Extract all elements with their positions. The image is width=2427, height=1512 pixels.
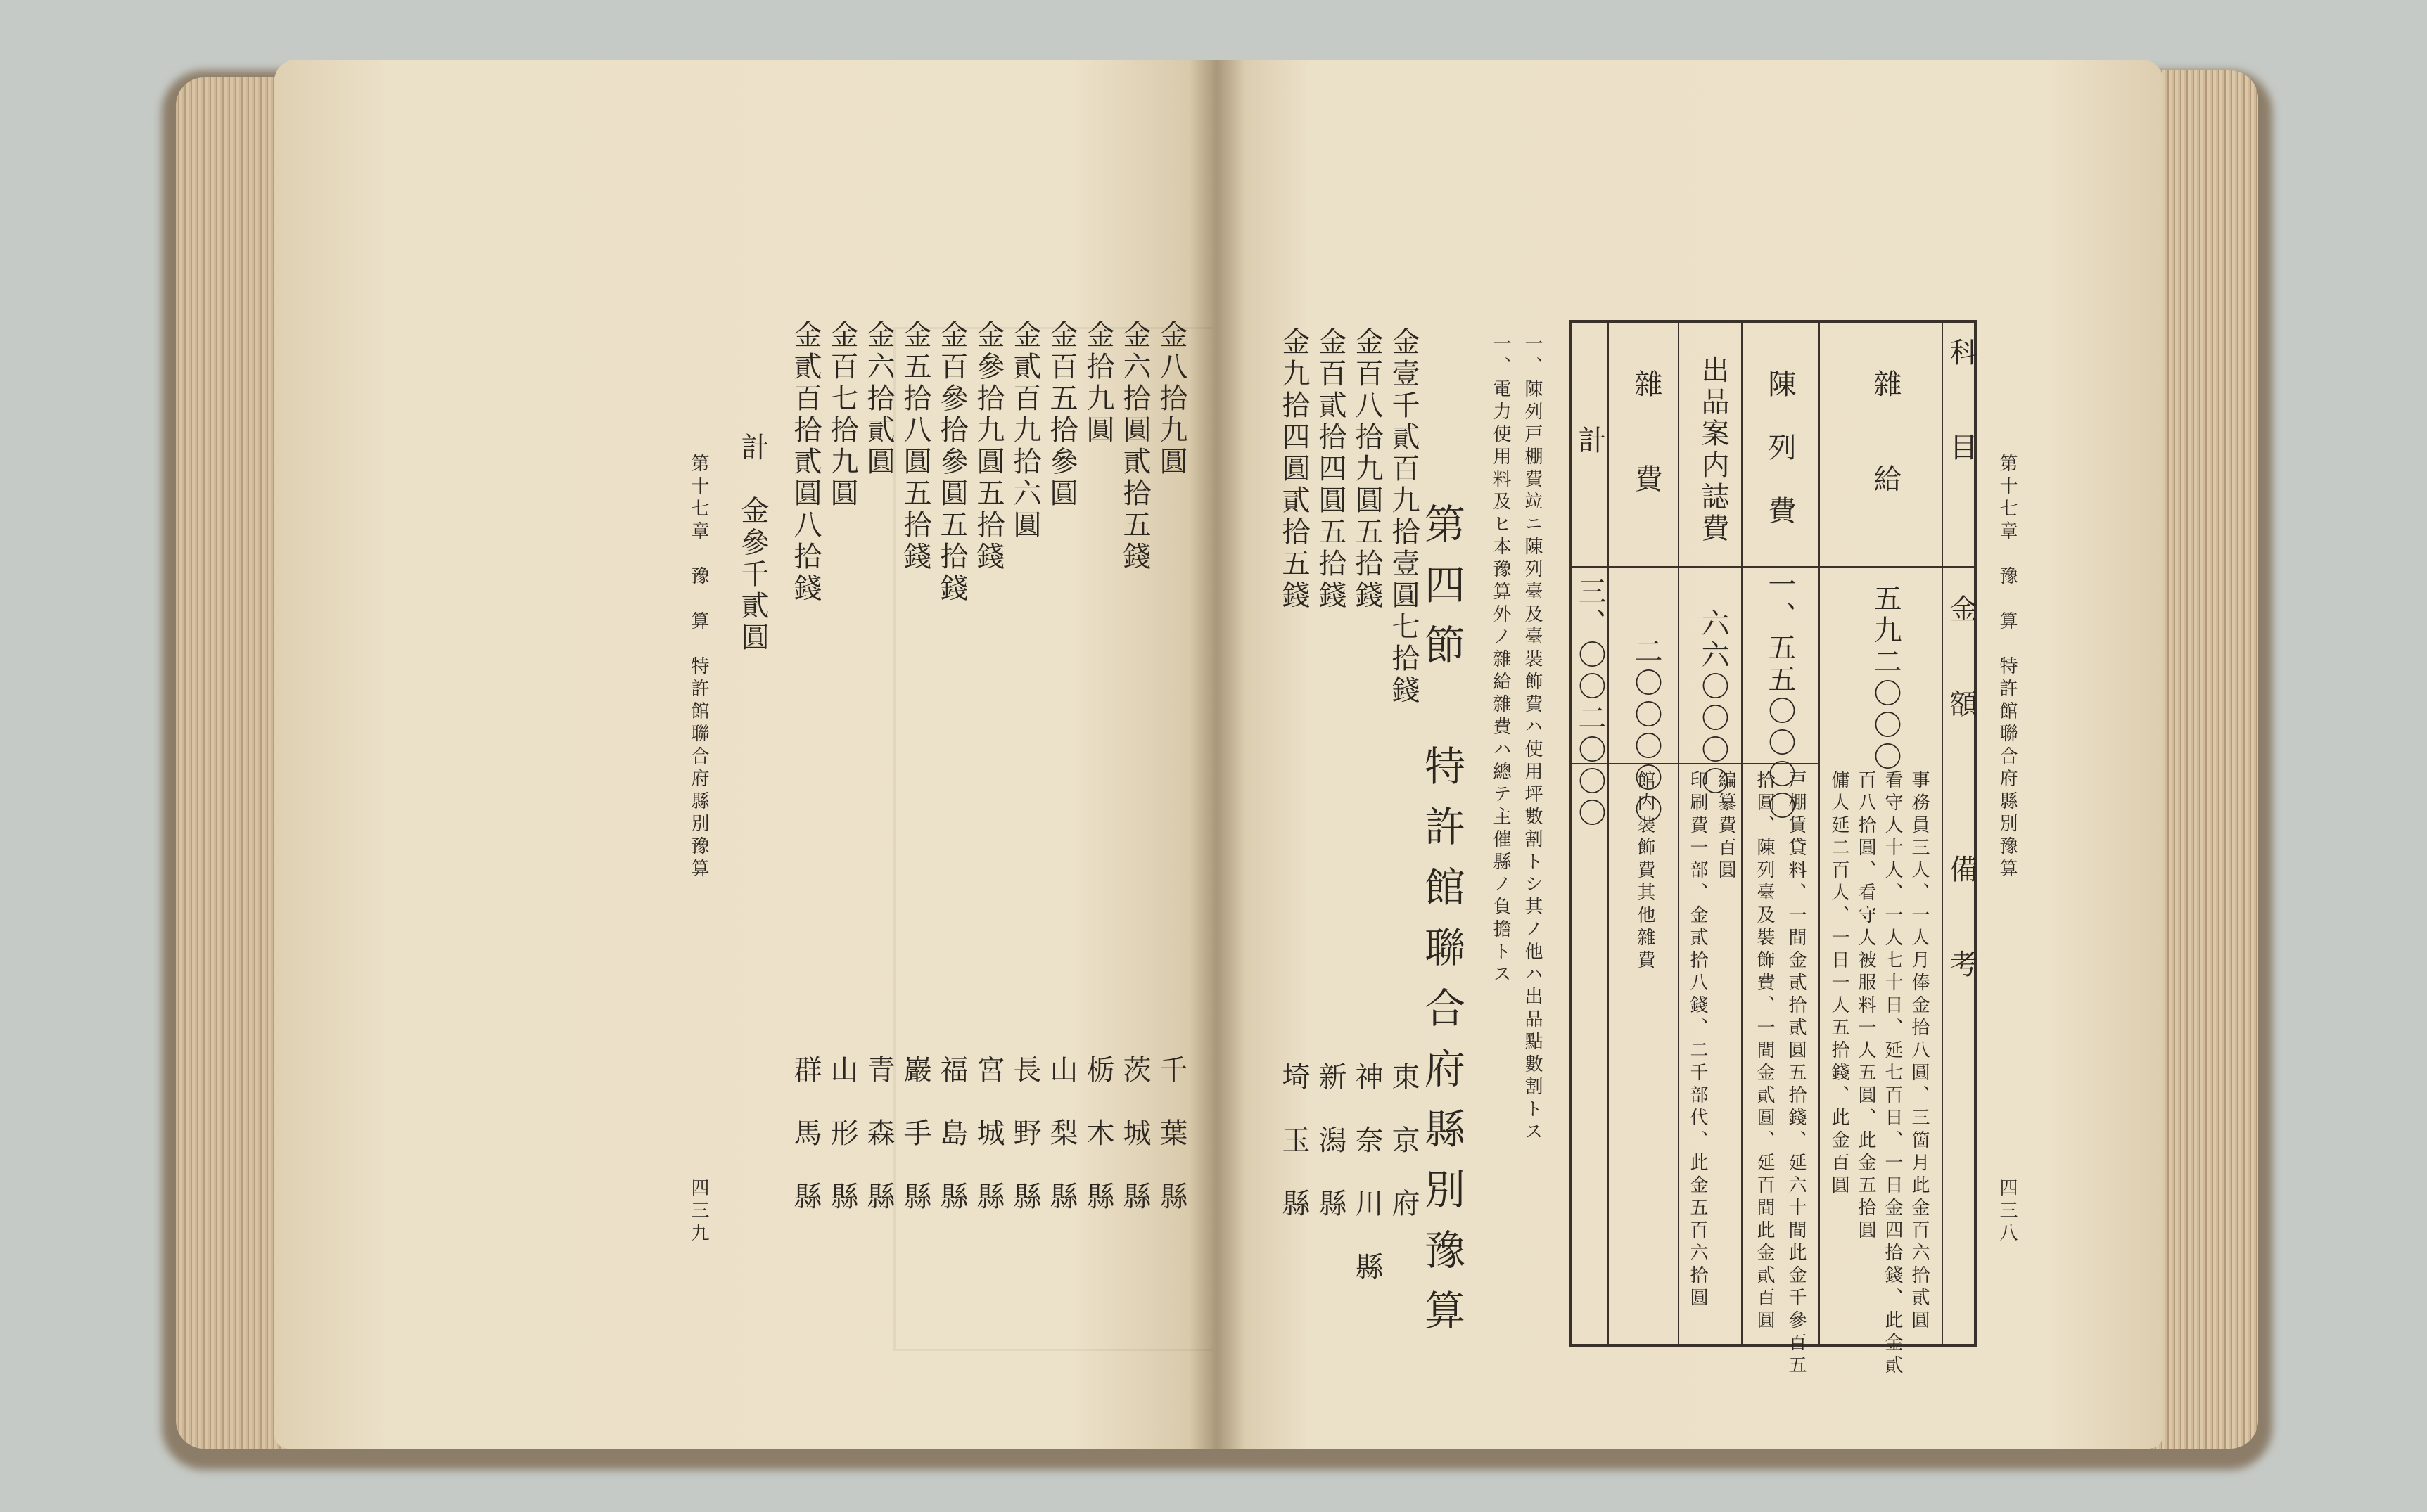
table-header-amount: 金 額 <box>1945 594 1977 721</box>
row-amount-zappi: 二〇〇〇〇〇 <box>1630 636 1662 826</box>
amount-chiba: 金八拾九圓 <box>1155 320 1187 478</box>
table-header-rule <box>1569 566 1977 568</box>
row-item-zakkyu: 雜 給 <box>1869 369 1902 496</box>
prefecture-aomori: 青 森 縣 <box>862 1055 895 1213</box>
prefecture-niigata: 新 潟 縣 <box>1314 1062 1346 1220</box>
prefecture-nagano: 長 野 縣 <box>1009 1055 1041 1213</box>
row-amount-annaishi: 六六〇〇〇〇 <box>1697 608 1729 798</box>
table-header-remarks: 備 考 <box>1945 854 1977 981</box>
row-remark-chinretsu-2: 拾圓、陳列臺及裝飾費、一間金貳圓、延百間此金貳百圓 <box>1754 770 1775 1333</box>
row-amount-zakkyu: 五九二〇〇〇 <box>1869 584 1902 774</box>
prefecture-miyagi: 宮 城 縣 <box>972 1055 1005 1213</box>
amount-yamagata: 金百七拾九圓 <box>826 320 858 510</box>
amount-kanagawa: 金百八拾九圓五拾錢 <box>1351 327 1383 612</box>
row-remark-zakkyu-4: 傭人延二百人、一日一人五拾錢、此金百圓 <box>1828 770 1849 1198</box>
prefecture-fukushima: 福 島 縣 <box>936 1055 968 1213</box>
amount-aomori: 金六拾貳圓 <box>862 320 895 478</box>
row-item-annaishi: 出品案内誌費 <box>1697 355 1729 545</box>
prefecture-chiba: 千 葉 縣 <box>1155 1055 1187 1213</box>
table-col-rule-1 <box>1942 320 1943 1347</box>
amount-ibaraki: 金六拾圓貳拾五錢 <box>1119 320 1151 573</box>
row-remark-zakkyu-3: 百八拾圓、看守人被服料一人五圓、此金五拾圓 <box>1855 770 1876 1243</box>
amount-nagano: 金貳百九拾六圓 <box>1009 320 1041 542</box>
prefecture-saitama: 埼 玉 縣 <box>1278 1062 1310 1220</box>
table-total-amount: 三、〇〇二〇〇〇 <box>1574 577 1606 830</box>
row-item-zappi: 雜 費 <box>1630 369 1662 496</box>
total-amount-left: 金參千貳圓 <box>737 496 769 654</box>
running-header-left: 第十七章 豫 算 特許館聯合府縣別豫算 <box>688 454 709 881</box>
row-remark-zappi-1: 館内裝飾費其他雜費 <box>1634 770 1655 973</box>
section-title: 第四節 特許館聯合府縣別豫算 <box>1418 503 1465 1350</box>
prefecture-iwate: 巖 手 縣 <box>899 1055 931 1213</box>
prefecture-ibaraki: 茨 城 縣 <box>1119 1055 1151 1213</box>
amount-fukushima: 金百參拾參圓五拾錢 <box>936 320 968 605</box>
left-page <box>274 60 1214 1449</box>
page-number-left: 四三九 <box>688 1178 709 1245</box>
amount-yamanashi: 金百五拾參圓 <box>1045 320 1078 510</box>
table-total-label: 計 <box>1574 425 1606 457</box>
table-col-rule-4 <box>1678 320 1679 1347</box>
prefecture-yamagata: 山 形 縣 <box>826 1055 858 1213</box>
row-remark-zakkyu-2: 看守人十人、一人七十日、延七百日、一日金四拾錢、此金貳 <box>1882 770 1903 1378</box>
table-col-rule-3 <box>1741 320 1743 1347</box>
page-edges-right <box>2153 70 2258 1449</box>
table-col-rule-5 <box>1607 320 1609 1347</box>
prefecture-kanagawa: 神 奈 川 縣 <box>1351 1062 1383 1283</box>
row-remark-annaishi-2: 印刷費一部、金貳拾八錢、二千部代、此金五百六拾圓 <box>1687 770 1708 1310</box>
table-col-rule-2 <box>1818 320 1820 1347</box>
prefecture-tokyo: 東 京 府 <box>1387 1062 1420 1220</box>
amount-tokyo: 金壹千貳百九拾壹圓七拾錢 <box>1387 327 1420 707</box>
page-number-right: 四三八 <box>1996 1178 2018 1245</box>
amount-niigata: 金百貳拾四圓五拾錢 <box>1314 327 1346 612</box>
total-label-left: 計 <box>737 433 769 464</box>
page-edges-left <box>176 77 288 1449</box>
right-page <box>1214 60 2163 1449</box>
prefecture-tochigi: 栃 木 縣 <box>1082 1055 1114 1213</box>
amount-tochigi: 金拾九圓 <box>1082 320 1114 447</box>
book-gutter <box>1189 60 1245 1449</box>
row-remark-annaishi-1: 編纂費百圓 <box>1715 770 1736 883</box>
prefecture-yamanashi: 山 梨 縣 <box>1045 1055 1078 1213</box>
row-amount-chinretsu: 一、五五〇〇〇〇 <box>1764 570 1796 823</box>
running-header-right: 第十七章 豫 算 特許館聯合府縣別豫算 <box>1996 454 2018 881</box>
row-item-chinretsu: 陳 列 費 <box>1764 369 1796 527</box>
note-2: 一、電力使用料及ヒ本豫算外ノ雜給雜費ハ總テ主催縣ノ負擔トス <box>1490 334 1511 987</box>
row-remark-chinretsu-1: 戸棚賃貸料、一間金貳拾貳圓五拾錢、延六十間此金千參百五 <box>1785 770 1807 1378</box>
table-header-item: 科 目 <box>1945 338 1977 464</box>
amount-miyagi: 金參拾九圓五拾錢 <box>972 320 1005 573</box>
note-1: 一、陳列戸棚費竝ニ陳列臺及臺裝飾費ハ使用坪數割トシ其ノ他ハ出品點數割トス <box>1522 334 1543 1144</box>
row-remark-zakkyu-1: 事務員三人、一人月俸金拾八圓、三箇月此金百六拾貳圓 <box>1909 770 1930 1333</box>
prefecture-gunma: 群 馬 縣 <box>789 1055 822 1213</box>
amount-saitama: 金九拾四圓貳拾五錢 <box>1278 327 1310 612</box>
amount-gunma: 金貳百拾貳圓八拾錢 <box>789 320 822 605</box>
amount-iwate: 金五拾八圓五拾錢 <box>899 320 931 573</box>
